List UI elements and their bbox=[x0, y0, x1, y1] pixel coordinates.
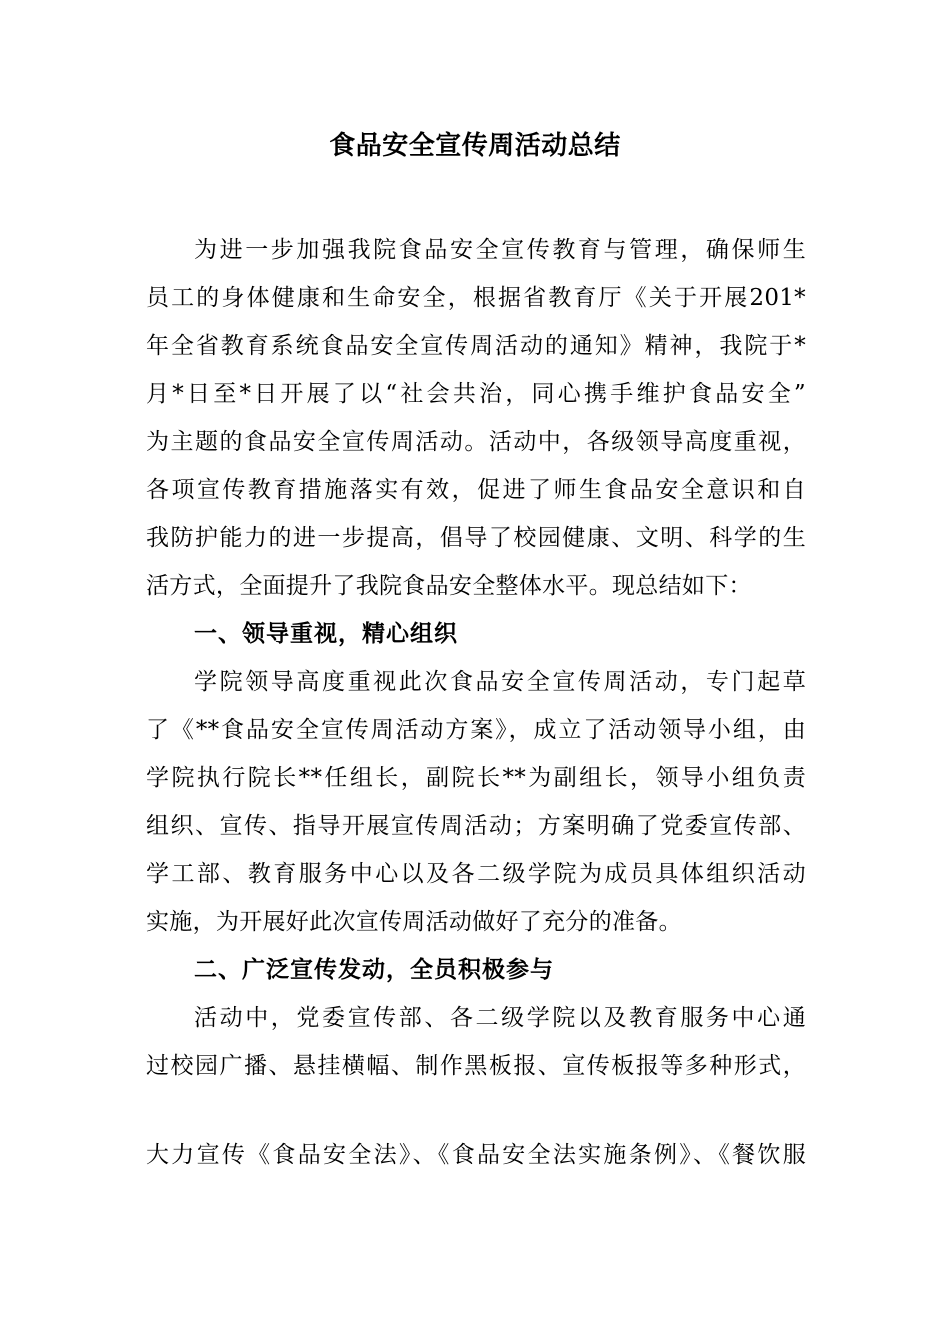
document-title: 食品安全宣传周活动总结 bbox=[329, 131, 621, 161]
section-1-line-3: 学院执行院长**任组长，副院长**为副组长，领导小组负责 bbox=[146, 765, 806, 791]
section-1-heading: 一、领导重视，精心组织 bbox=[194, 621, 458, 647]
intro-line-3: 年全省教育系统食品安全宣传周活动的通知》精神，我院于* bbox=[146, 333, 806, 359]
intro-line-2: 员工的身体健康和生命安全，根据省教育厅《关于开展201* bbox=[146, 285, 806, 311]
intro-line-4: 月*日至*日开展了以“社会共治，同心携手维护食品安全” bbox=[146, 381, 806, 407]
section-1-line-2: 了《**食品安全宣传周活动方案》，成立了活动领导小组，由 bbox=[146, 717, 806, 743]
section-2-line-2: 过校园广播、悬挂横幅、制作黑板报、宣传板报等多种形式， bbox=[146, 1053, 806, 1079]
section-2-line-1: 活动中，党委宣传部、各二级学院以及教育服务中心通 bbox=[194, 1005, 806, 1031]
section-1-line-4: 组织、宣传、指导开展宣传周活动；方案明确了党委宣传部、 bbox=[146, 813, 806, 839]
section-1-line-1: 学院领导高度重视此次食品安全宣传周活动，专门起草 bbox=[194, 669, 806, 695]
section-2-line-3: 大力宣传《食品安全法》、《食品安全法实施条例》、《餐饮服 bbox=[146, 1142, 806, 1168]
intro-line-6: 各项宣传教育措施落实有效，促进了师生食品安全意识和自 bbox=[146, 477, 806, 503]
intro-line-5: 为主题的食品安全宣传周活动。活动中，各级领导高度重视， bbox=[146, 429, 806, 455]
section-2-heading: 二、广泛宣传发动，全员积极参与 bbox=[194, 957, 554, 983]
section-1-line-5: 学工部、教育服务中心以及各二级学院为成员具体组织活动 bbox=[146, 861, 806, 887]
section-1-line-6: 实施，为开展好此次宣传周活动做好了充分的准备。 bbox=[146, 909, 682, 935]
intro-line-1: 为进一步加强我院食品安全宣传教育与管理，确保师生 bbox=[194, 237, 806, 263]
intro-line-7: 我防护能力的进一步提高，倡导了校园健康、文明、科学的生 bbox=[146, 525, 806, 551]
intro-line-8: 活方式，全面提升了我院食品安全整体水平。现总结如下： bbox=[146, 573, 752, 599]
